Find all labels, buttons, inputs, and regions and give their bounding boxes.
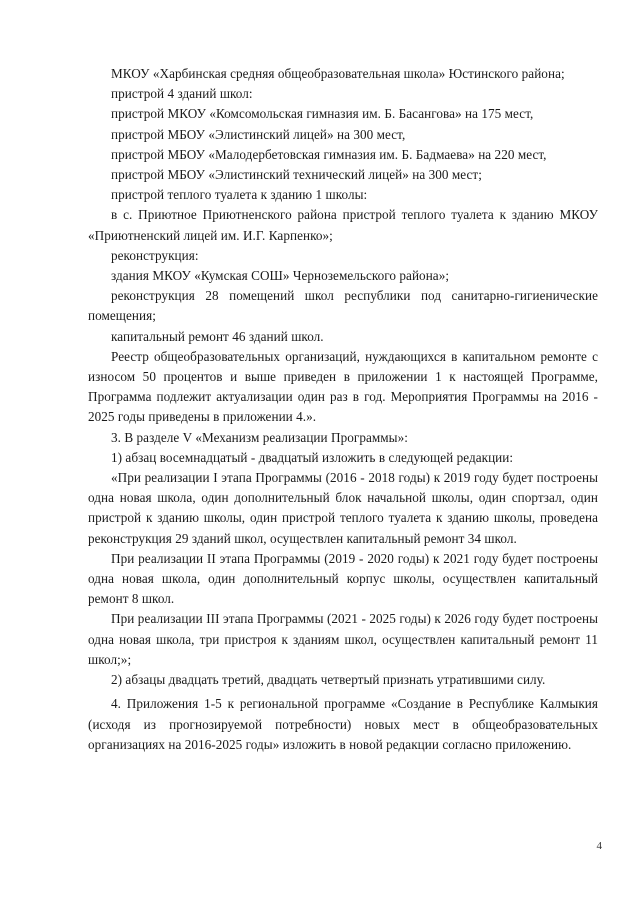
- paragraph-20: 4. Приложения 1-5 к региональной программе «Создание в Республике Калмыкия (исходя из прогнозируемой потребности) новых мест в общеобразовательных организациях на 2016-2025 годы» изложить в новой редакции согласно приложению.: [88, 696, 598, 752]
- paragraph-19: 2) абзацы двадцать третий, двадцать четвертый признать утратившими силу.: [111, 672, 546, 688]
- paragraph-17: При реализации II этапа Программы (2019 - 2020 годы) к 2021 году будет построены одна новая школа, один дополнительный корпус школы, осуществлен капитальный ремонт 8 школ.: [88, 550, 598, 607]
- paragraph-13: Реестр общеобразовательных организаций, нуждающихся в капитальном ремонте с износом 50 процентов и выше приведен в приложении 1 к настоящей Программе, Программа подлежит актуализации один раз в год. Мероприятия Программы на 2016 - 2025 годы приведены в приложении 4.».: [88, 348, 598, 425]
- paragraph-2: пристрой 4 зданий школ:: [111, 86, 253, 102]
- paragraph-12: капитальный ремонт 46 зданий школ.: [111, 328, 324, 344]
- paragraph-9: реконструкция:: [111, 247, 199, 263]
- paragraph-3: пристрой МКОУ «Комсомольская гимназия им. Б. Басангова» на 175 мест,: [111, 106, 534, 122]
- paragraph-11: реконструкция 28 помещений школ республики под санитарно-гигиенические помещения;: [88, 288, 598, 324]
- paragraph-5: пристрой МБОУ «Малодербетовская гимназия им. Б. Бадмаева» на 220 мест,: [111, 146, 547, 162]
- paragraph-7: пристрой теплого туалета к зданию 1 школы:: [111, 187, 368, 203]
- paragraph-16: «При реализации I этапа Программы (2016 - 2018 годы) к 2019 году будет построены одна новая школа, один дополнительный блок начальной школы, один спортзал, один пристрой к зданию школы, один пристрой теплого туалета к зданию школы, проведена реконструкция 29 зданий школ, осуществлен капитальный ремонт 34 школ.: [88, 470, 598, 546]
- paragraph-8: в с. Приютное Приютненского района пристрой теплого туалета к зданию МКОУ «Приютненский лицей им. И.Г. Карпенко»;: [88, 207, 598, 243]
- document-body: [88, 64, 598, 755]
- paragraph-14: 3. В разделе V «Механизм реализации Программы»:: [111, 429, 408, 445]
- paragraph-18: При реализации III этапа Программы (2021 - 2025 годы) к 2026 году будет построены одна новая школа, три пристроя к зданиям школ, осуществлен капитальный ремонт 11 школ;»;: [88, 611, 598, 667]
- paragraph-10: здания МКОУ «Кумская СОШ» Черноземельского района»;: [111, 268, 450, 284]
- paragraph-15: 1) абзац восемнадцатый - двадцатый изложить в следующей редакции:: [111, 449, 514, 465]
- page-number: 4: [596, 840, 602, 852]
- paragraph-4: пристрой МБОУ «Элистинский лицей» на 300 мест,: [111, 126, 406, 142]
- paragraph-6: пристрой МБОУ «Элистинский технический лицей» на 300 мест;: [111, 167, 482, 183]
- paragraph-1: МКОУ «Харбинская средняя общеобразовательная школа» Юстинского района;: [111, 66, 565, 81]
